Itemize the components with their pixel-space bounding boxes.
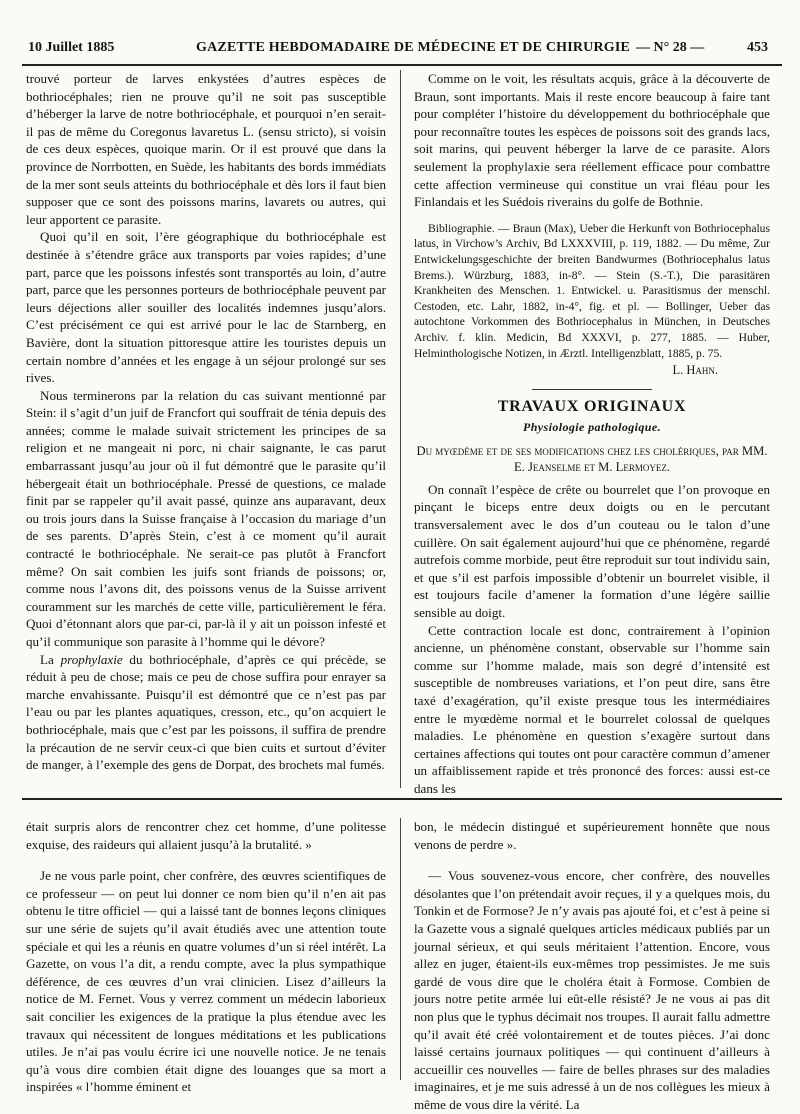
text-run: du bothriocéphale, d’après ce qui précède, se réduit à peu de chose; mais ce peu de chose suffira pour enrayer sa marche envahissante. Puisqu’il est démontré que ce n’est pas par l’eau ou par les plantes aquatiques, cresson, etc., qu’on acquiert le bothriocéphale, mais que c’est par les poissons, il suffira de prendre la précaution de ne servir ceux-ci que bien cuits et surtout d’éviter de manger, à l’exemple des gens de Dorpat, des brochets mal fumés. xyxy=(26,651,386,773)
section-subtitle: Physiologie pathologique. xyxy=(522,420,661,435)
issue-number: — N° 28 — xyxy=(636,40,705,55)
left-column-bottom xyxy=(26,818,386,1096)
journal-title: GAZETTE HEBDOMADAIRE DE MÉDECINE ET DE CHIRURGIE xyxy=(196,40,631,55)
paragraph xyxy=(26,651,386,774)
page-header xyxy=(18,40,782,62)
author-signature: L. Hahn. xyxy=(672,363,718,378)
section-rule xyxy=(532,389,652,390)
feuilleton-rule xyxy=(22,798,782,800)
paragraph: Quoi qu’il en soit, l’ère géographique du bothriocéphale est destinée à s’étendre grâce aux transports par voies rapides; d’une part, parce que les poissons infestés sont transportés au loin, d’autre part, parce que les personnes porteurs de bothriocéphale peuvent par leurs déjections aller souiller des localités indemnes jusqu’alors. C’est précisément ce qui est arrivé pour le lac de Starnberg, en Bavière, dont la situation pittoresque attire les touristes depuis un certain nombre d’années et les engage à un séjour prolongé sur ses rives. xyxy=(26,229,386,386)
paragraph: trouvé porteur de larves enkystées d’autres espèces de bothriocéphales; rien ne prouve qu’il ne soit pas susceptible d’héberger la larve de notre bothriocéphale, et pourquoi n’en serait-il pas de même du Coregonus lavaretus L. (sensu stricto), si voisin de ces deux espèces, quoique marin. Or il est prouvé que dans la province de Norrbotten, en Suède, les habitants des bords immédiats de la mer sont seuls atteints du bothriocéphale et dès lors il faut bien supposer que ce sont des poissons marins, lavarets ou autres, qui leur apportent ce parasite. xyxy=(26,71,386,227)
paragraph: bon, le médecin distingué et supérieurement honnête que nous venons de perdre ». xyxy=(414,819,770,852)
bibliography xyxy=(414,221,770,379)
paragraph: Je ne vous parle point, cher confrère, des œuvres scientifiques de ce professeur — on peut lui donner ce nom bien qu’il n’en ait pas obtenu le titre officiel — qui a laissé tant de bonnes leçons cliniques sur une série de sujets qu’il avait étudiés avec une attention toute spéciale et qui les a réunis en quatre volumes d’un si réel intérêt. La Gazette, on vous l’a dit, a rendu compte, avec la plus sympathique déférence, de ces œuvres d’un vrai clinicien. Lisez d’ailleurs la notice de M. Fernet. Vous y verrez comment un médecin laborieux sait concilier les exigences de la pratique la plus étendue avec les travaux qui nécessitent de longues méditations et les publications utiles. Je n’ai pas voulu écrire ici une nouvelle notice. Je ne tenais qu’à vous dire combien était digne des louanges que sa mort a inspirées « l’homme éminent et xyxy=(26,868,386,1095)
paragraph: était surpris alors de rencontrer chez cet homme, d’une politesse exquise, des raideurs qui allaient jusqu’à la brutalité. » xyxy=(26,819,386,852)
paragraph: Comme on le voit, les résultats acquis, grâce à la découverte de Braun, sont importants. Mais il reste encore beaucoup à faire tant pour compléter l’histoire du développement du bothriocéphale que pour reconnaître toutes les espèces de poissons soit des grands lacs, soit marins, qui peuvent héberger la larve de ce parasite. Alors seulement la prophylaxie sera réellement efficace pour combattre cette affection vermineuse qui constitue un vrai fléau pour les Finlandais et les Suédois riverains du golfe de Bothnie. xyxy=(414,71,770,210)
paragraph: Nous terminerons par la relation du cas suivant mentionné par Stein: il s’agit d’un juif de Francfort qui souffrait de ténia depuis des années; comme le malade suivait strictement les principes de sa religion et ne mangeait ni porc, ni chair saignante, le cas parut embarrassant jusqu’au jour où il fut démontré que le parasite qu’il hébergeait était un bothriocéphale. Pressé de questions, ce malade finit par se rappeler qu’il avait passé, quinze ans auparavant, deux ou trois jours dans la Suisse française à l’occasion du mariage d’un de ses parents. D’après Stein, c’est à ce moment qu’il aurait contracté le bothriocéphale. Ne serait-ce pas plutôt à Francfort même? On sait combien les juifs sont friands de poissons; or, comme nous l’avons dit, des poissons venus de la Suisse arrivent couramment sur les marchés de cette ville, particulièrement le féra. Quoi d’étonnant alors que par-ci, par-là il y ait un poisson infesté et qu’il communique son parasite à l’homme qui le dévore? xyxy=(26,387,386,649)
right-column-bottom xyxy=(414,818,770,1114)
section-title: TRAVAUX ORIGINAUX xyxy=(497,397,687,415)
right-column-top xyxy=(414,70,770,798)
column-divider xyxy=(400,70,401,788)
article-title: Du myœdème et de ses modifications chez les cholériques, par MM. E. Jeanselme et M. Lermoyez. xyxy=(416,443,768,474)
paragraph: Cette contraction locale est donc, contrairement à l’opinion ancienne, un phénomène constant, observable sur l’homme sain comme sur l’homme malade, mais son degré d’intensité est susceptible de nombreuses variations, et l’on peut dire, sans être taxé d’exagération, qu’il existe presque tous les intermédiaires entre le myœdème normal et le bourrelet colossal de quelques maladies. Le phénomène en question s’exagère surtout dans certaines affections qui toutes ont pour caractère commun d’amener un affaiblissement rapide et très prononcé des forces: aussi est-ce dans les xyxy=(414,622,770,796)
issue-date: 10 Juillet 1885 xyxy=(28,40,115,55)
text-run: La xyxy=(40,651,61,667)
paragraph: — Vous souvenez-vous encore, cher confrère, des nouvelles désolantes que l’on prétendait avoir reçues, il y a quelques mois, du Tonkin et de Formose? Je n’y avais pas ajouté foi, et c’est à peine si la Gazette vous a signalé quelques articles médicaux publiés par un journal sérieux, et qui seuls méritaient l’attention. Encore, vous allez en juger, étaient-ils eux-mêmes trop pessimistes. Je me suis gardé de vous dire que le choléra était à Formose. Combien de jours notre petite armée lui eût-elle résisté? Je ne vous ai pas dit non plus que le typhus décimait nos troupes. Il aurait fallu admettre qu’il avait été créé volontairement et de toutes pièces. J’ai donc laissé certains journaux politiques — qui continuent d’ailleurs à accueillir ces nouvelles — faire de belles phrases sur des maladies imaginaires, et je me suis adressé à un de nos collègues les mieux à même de vous dire la vérité. La xyxy=(414,868,770,1112)
page-number: 453 xyxy=(747,40,768,55)
column-divider xyxy=(400,818,401,1080)
paragraph: On connaît l’espèce de crête ou bourrelet que l’on provoque en pinçant le biceps entre deux doigts ou en le percutant transversalement avec le dos d’un couteau ou le talon d’une cuillère. On sait également aujourd’hui que ce phénomène, regardé autrefois comme morbide, peut être reproduit sur tout individu sain, et que s’il est parfois impossible d’obtenir un bourrelet visible, il est toujours facile d’amener la formation d’une légère saillie sensible au doigt. xyxy=(414,481,770,621)
header-rule xyxy=(22,64,782,66)
italic-term: prophylaxie xyxy=(60,651,123,667)
left-column-top xyxy=(26,70,386,774)
bibliography-text: Bibliographie. — Braun (Max), Ueber die Herkunft von Bothriocephalus latus, in Virchow’s Archiv, Bd LXXXVIII, p. 119, 1882. — Du même, Zur Entwickelungsgeschichte der breiten Bandwurmes (Bothriocephalus latus Brems.). Würzburg, 1883, in-8°. — Stein (S.-T.), Die parasitären Krankheiten des Menschen. 1. Entwickel. u. Parasitismus der menschl. Cestoden, etc. Lahr, 1882, in-4°, fig. et pl. — Bollinger, Ueber das autochtone Vorkommen des Bothriocephalus in München, in Deutsches Archiv. f. klin. Medicin, Bd XXXVI, p. 277, 1885. — Huber, Helminthologische Notizen, in Ærztl. Intelligenzblatt, 1885, p. 75. xyxy=(414,221,770,360)
